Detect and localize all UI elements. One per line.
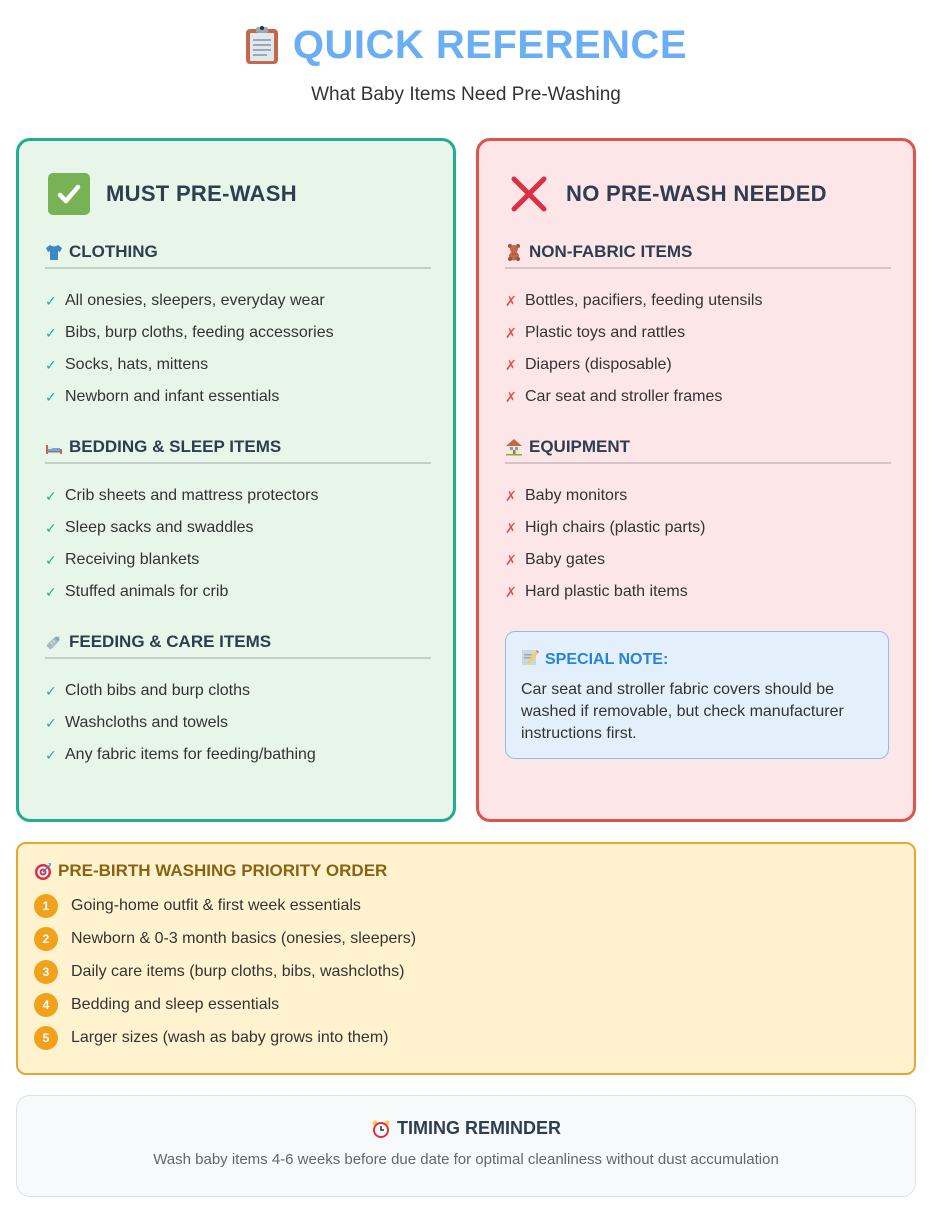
item-list	[45, 675, 431, 771]
section-title: EQUIPMENT	[505, 436, 891, 464]
priority-item: 5 Larger sizes (wash as baby grows into them)	[34, 1021, 898, 1054]
x-icon: ✗	[505, 356, 517, 373]
check-icon: ✓	[45, 292, 57, 309]
list-item: ✗ Diapers (disposable)	[505, 356, 672, 373]
memo-icon	[521, 648, 539, 671]
alarm-clock-icon	[371, 1119, 391, 1139]
priority-number-badge: 1	[34, 894, 58, 918]
section-equipment	[505, 436, 891, 608]
special-note-text: Car seat and stroller fabric covers should be washed if removable, but check manufacturer instructions first.	[521, 681, 844, 742]
target-icon	[34, 862, 52, 880]
list-item: ✓ Any fabric items for feeding/bathing	[45, 746, 316, 763]
check-icon: ✓	[45, 682, 57, 699]
list-item: ✓ Socks, hats, mittens	[45, 356, 209, 373]
section-title: CLOTHING	[45, 241, 431, 269]
no-prewash-title: NO PRE-WASH NEEDED	[566, 181, 827, 206]
priority-item: 4 Bedding and sleep essentials	[34, 988, 898, 1021]
special-note-title: SPECIAL NOTE:	[521, 648, 873, 671]
list-item: ✓ Receiving blankets	[45, 551, 200, 568]
bed-icon	[45, 438, 63, 456]
section-non-fabric	[505, 241, 891, 413]
priority-number-badge: 4	[34, 993, 58, 1017]
check-icon: ✓	[45, 324, 57, 341]
check-icon: ✓	[45, 519, 57, 536]
list-item: ✓ Crib sheets and mattress protectors	[45, 487, 319, 504]
must-prewash-card	[16, 138, 456, 822]
timing-title: TIMING REMINDER	[17, 1118, 915, 1139]
timing-reminder-panel	[16, 1095, 916, 1197]
house-icon	[505, 438, 523, 456]
teddy-bear-icon	[505, 243, 523, 261]
x-icon: ✗	[505, 487, 517, 504]
list-item: ✗ Baby gates	[505, 551, 606, 568]
x-icon: ✗	[505, 324, 517, 341]
baby-bottle-icon	[45, 633, 63, 651]
no-prewash-header	[508, 173, 827, 215]
priority-item: 3 Daily care items (burp cloths, bibs, washcloths)	[34, 955, 898, 988]
check-icon: ✓	[45, 551, 57, 568]
check-icon: ✓	[45, 714, 57, 731]
t-shirt-icon	[45, 243, 63, 261]
priority-number-badge: 2	[34, 927, 58, 951]
section-title: NON-FABRIC ITEMS	[505, 241, 891, 269]
priority-order-panel	[16, 842, 916, 1075]
list-item: ✓ Bibs, burp cloths, feeding accessories	[45, 324, 334, 341]
item-list	[45, 285, 431, 413]
page-header	[0, 18, 932, 106]
priority-list	[34, 889, 898, 1054]
list-item: ✓ Stuffed animals for crib	[45, 583, 229, 600]
check-icon: ✓	[45, 746, 57, 763]
check-icon: ✓	[45, 583, 57, 600]
item-list	[45, 480, 431, 608]
list-item: ✗ Bottles, pacifiers, feeding utensils	[505, 292, 763, 309]
item-list	[505, 285, 891, 413]
check-mark-button-icon	[48, 173, 90, 215]
section-bedding	[45, 436, 431, 608]
section-title: BEDDING & SLEEP ITEMS	[45, 436, 431, 464]
priority-number-badge: 5	[34, 1026, 58, 1050]
clipboard-icon	[245, 25, 279, 65]
title-row	[0, 18, 932, 72]
priority-item: 1 Going-home outfit & first week essentials	[34, 889, 898, 922]
page-subtitle: What Baby Items Need Pre-Washing	[311, 84, 621, 105]
x-icon: ✗	[505, 583, 517, 600]
x-icon: ✗	[505, 519, 517, 536]
list-item: ✓ Sleep sacks and swaddles	[45, 519, 254, 536]
check-icon: ✓	[45, 487, 57, 504]
section-title: FEEDING & CARE ITEMS	[45, 631, 431, 659]
list-item: ✓ All onesies, sleepers, everyday wear	[45, 292, 325, 309]
must-prewash-title: MUST PRE-WASH	[106, 181, 297, 206]
no-prewash-card	[476, 138, 916, 822]
list-item: ✓ Cloth bibs and burp cloths	[45, 682, 250, 699]
timing-text: Wash baby items 4-6 weeks before due date for optimal cleanliness without dust accumulation	[153, 1151, 779, 1168]
priority-title: PRE-BIRTH WASHING PRIORITY ORDER	[34, 861, 898, 881]
list-item: ✓ Newborn and infant essentials	[45, 388, 280, 405]
list-item: ✗ Hard plastic bath items	[505, 583, 688, 600]
list-item: ✗ Plastic toys and rattles	[505, 324, 686, 341]
must-prewash-header	[48, 173, 297, 215]
section-feeding	[45, 631, 431, 771]
priority-number-badge: 3	[34, 960, 58, 984]
list-item: ✗ High chairs (plastic parts)	[505, 519, 706, 536]
page-title: QUICK REFERENCE	[292, 22, 688, 67]
x-icon: ✗	[505, 388, 517, 405]
x-icon: ✗	[505, 551, 517, 568]
priority-item: 2 Newborn & 0-3 month basics (onesies, sleepers)	[34, 922, 898, 955]
list-item: ✗ Baby monitors	[505, 487, 628, 504]
x-icon: ✗	[505, 292, 517, 309]
check-icon: ✓	[45, 356, 57, 373]
item-list	[505, 480, 891, 608]
cross-mark-icon	[508, 173, 550, 215]
list-item: ✗ Car seat and stroller frames	[505, 388, 723, 405]
list-item: ✓ Washcloths and towels	[45, 714, 229, 731]
check-icon: ✓	[45, 388, 57, 405]
special-note	[505, 631, 889, 759]
section-clothing	[45, 241, 431, 413]
